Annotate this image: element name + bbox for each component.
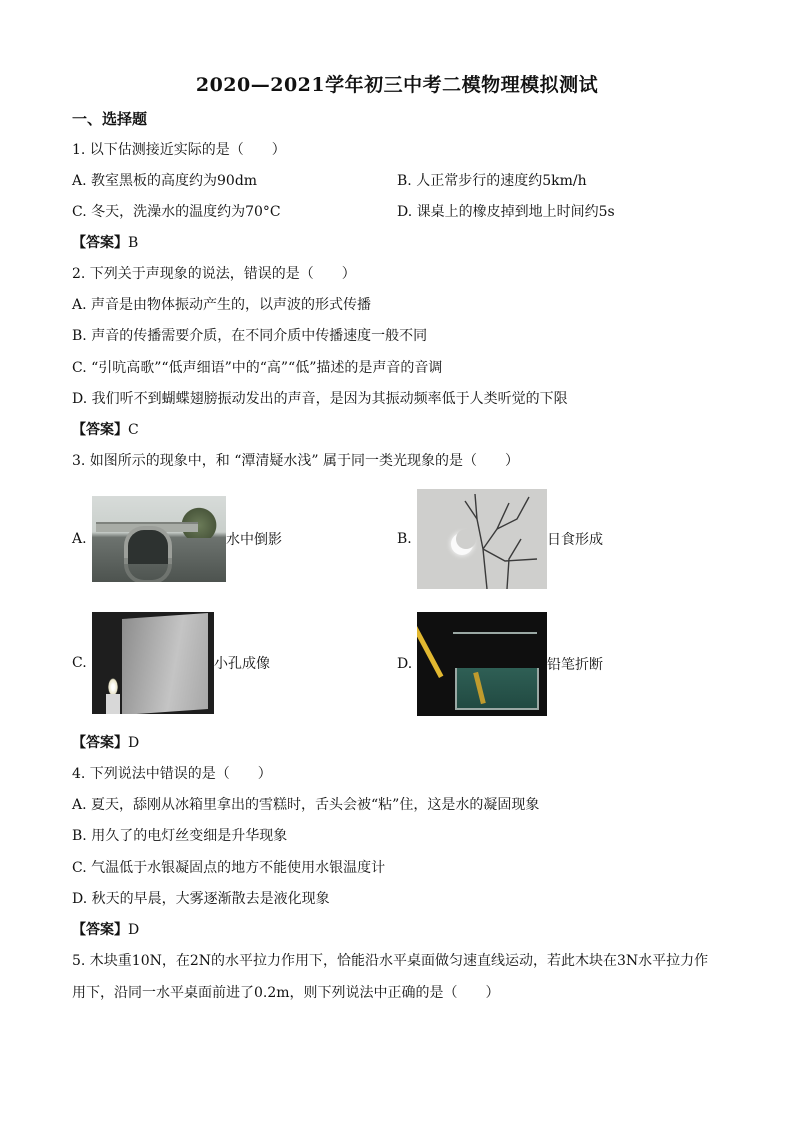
question-2-stem: 2. 下列关于声现象的说法，错误的是（ ）	[72, 266, 356, 282]
question-2-option-b: B. 声音的传播需要介质，在不同介质中传播速度一般不同	[72, 328, 428, 344]
option-caption: 铅笔折断	[547, 657, 603, 673]
question-2-answer	[72, 420, 139, 440]
answer-value: D	[128, 922, 140, 938]
bridge-reflection-image	[92, 496, 226, 582]
option-letter: B.	[397, 531, 412, 547]
question-2-option-a: A. 声音是由物体振动产生的，以声波的形式传播	[72, 297, 372, 313]
question-5-stem-line-1: 5. 木块重10N，在2N的水平拉力作用下，恰能沿水平桌面做匀速直线运动，若此木块在3N水平拉力作	[72, 953, 709, 969]
answer-label: 【答案】	[72, 735, 128, 751]
question-4-stem: 4. 下列说法中错误的是（ ）	[72, 766, 272, 782]
question-3-option-a	[72, 496, 282, 582]
question-3-answer	[72, 733, 139, 753]
answer-value: C	[128, 422, 139, 438]
question-1-option-d: D. 课桌上的橡皮掉到地上时间约5s	[397, 204, 615, 220]
option-letter: D.	[397, 656, 413, 672]
question-3-option-c	[72, 612, 270, 714]
question-3-option-b	[397, 489, 603, 589]
page-title: 2020—2021学年初三中考二模物理模拟测试	[195, 74, 599, 96]
question-4-option-d: D. 秋天的早晨，大雾逐渐散去是液化现象	[72, 891, 330, 907]
pinhole-imaging-image	[92, 612, 214, 714]
question-1-answer	[72, 233, 138, 253]
question-4-answer	[72, 920, 139, 940]
option-letter: C.	[72, 655, 87, 671]
answer-value: D	[128, 735, 140, 751]
question-3-option-d	[397, 612, 603, 716]
option-letter: A.	[72, 531, 87, 547]
question-1-option-b: B. 人正常步行的速度约5km/h	[397, 173, 587, 189]
question-5-stem-line-2: 用下，沿同一水平桌面前进了0.2m，则下列说法中正确的是（ ）	[72, 985, 500, 1001]
answer-value: B	[128, 235, 139, 251]
question-2-option-d: D. 我们听不到蝴蝶翅膀振动发出的声音，是因为其振动频率低于人类听觉的下限	[72, 391, 568, 407]
answer-label: 【答案】	[72, 235, 128, 251]
answer-label: 【答案】	[72, 922, 128, 938]
pencil-refraction-image	[417, 612, 547, 716]
section-heading: 一、选择题	[72, 110, 148, 128]
question-1-option-a: A. 教室黑板的高度约为90dm	[72, 173, 258, 189]
question-1-option-c: C. 冬天，洗澡水的温度约为70°C	[72, 204, 281, 220]
option-caption: 日食形成	[547, 532, 603, 548]
question-1-stem: 1. 以下估测接近实际的是（ ）	[72, 142, 286, 158]
question-3-stem: 3. 如图所示的现象中，和 “潭清疑水浅” 属于同一类光现象的是（ ）	[72, 453, 520, 469]
option-caption: 小孔成像	[214, 656, 270, 672]
answer-label: 【答案】	[72, 422, 128, 438]
question-4-option-a: A. 夏天，舔刚从冰箱里拿出的雪糕时，舌头会被“粘”住，这是水的凝固现象	[72, 797, 540, 813]
question-4-option-b: B. 用久了的电灯丝变细是升华现象	[72, 828, 288, 844]
question-2-option-c: C. “引吭高歌”“低声细语”中的“高”“低”描述的是声音的音调	[72, 360, 443, 376]
solar-eclipse-image	[417, 489, 547, 589]
question-4-option-c: C. 气温低于水银凝固点的地方不能使用水银温度计	[72, 860, 386, 876]
option-caption: 水中倒影	[226, 532, 282, 548]
